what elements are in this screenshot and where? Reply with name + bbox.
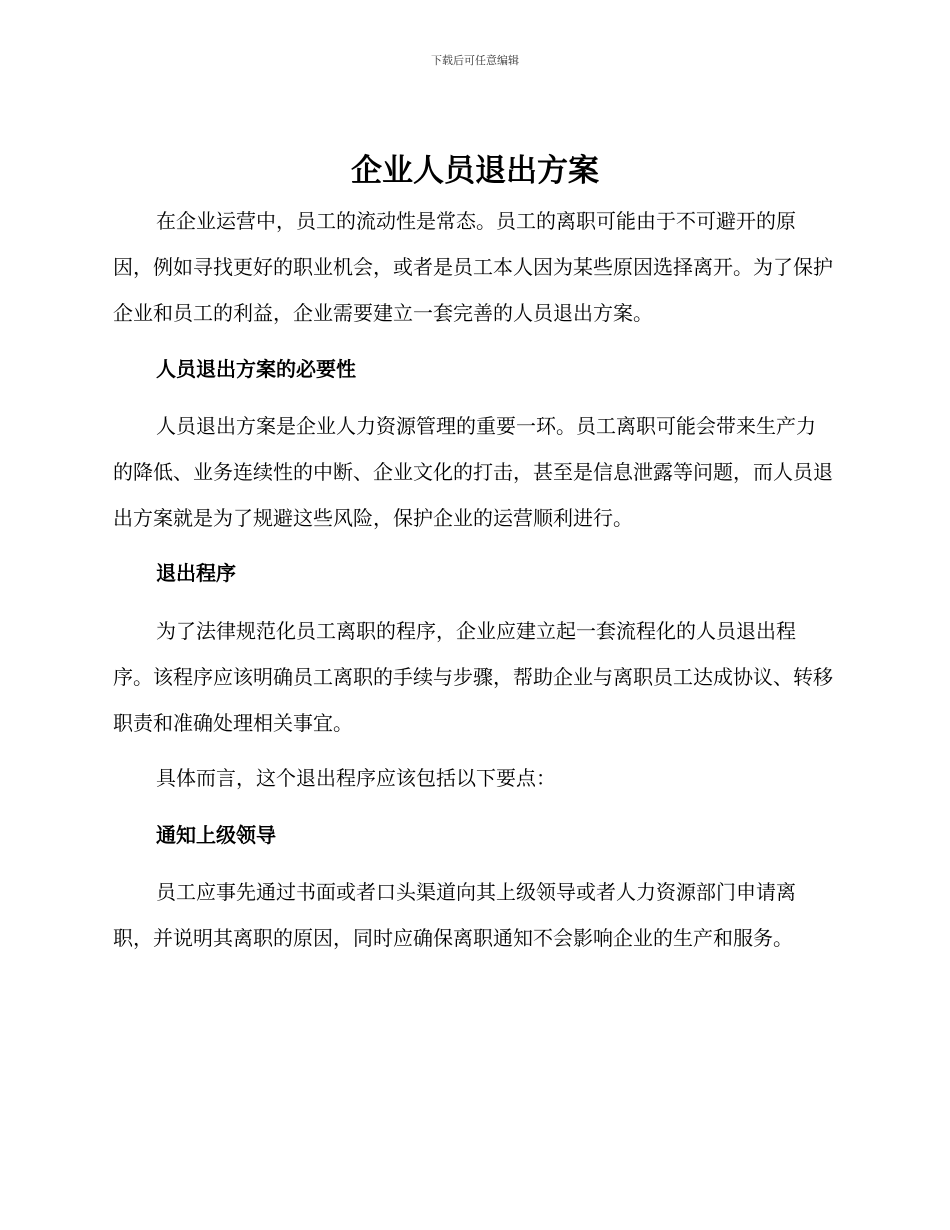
procedure-paragraph: 为了法律规范化员工离职的程序，企业应建立起一套流程化的人员退出程序。该程序应该明确员工离职的手续与步骤，帮助企业与离职员工达成协议、转移职责和准确处理相关事宜。 (113, 619, 833, 735)
notify-paragraph: 员工应事先通过书面或者口头渠道向其上级领导或者人力资源部门申请离职，并说明其离职的原因，同时应确保离职通知不会影响企业的生产和服务。 (113, 880, 796, 950)
intro-paragraph: 在企业运营中，员工的流动性是常态。员工的离职可能由于不可避开的原因，例如寻找更好的职业机会，或者是员工本人因为某些原因选择离开。为了保护企业和员工的利益，企业需要建立一套完善的人员退出方案。 (113, 209, 833, 325)
header-note: 下载后可任意编辑 (431, 54, 519, 67)
section-heading-notify-supervisor: 通知上级领导 (156, 823, 276, 847)
procedure-points-intro: 具体而言，这个退出程序应该包括以下要点： (156, 766, 556, 790)
necessity-paragraph: 人员退出方案是企业人力资源管理的重要一环。员工离职可能会带来生产力的降低、业务连续性的中断、企业文化的打击，甚至是信息泄露等问题，而人员退出方案就是为了规避这些风险，保护企业的运营顺利进行。 (113, 414, 833, 530)
section-heading-necessity: 人员退出方案的必要性 (156, 357, 356, 381)
page-title: 企业人员退出方案 (351, 153, 599, 189)
section-heading-exit-procedure: 退出程序 (156, 561, 236, 585)
